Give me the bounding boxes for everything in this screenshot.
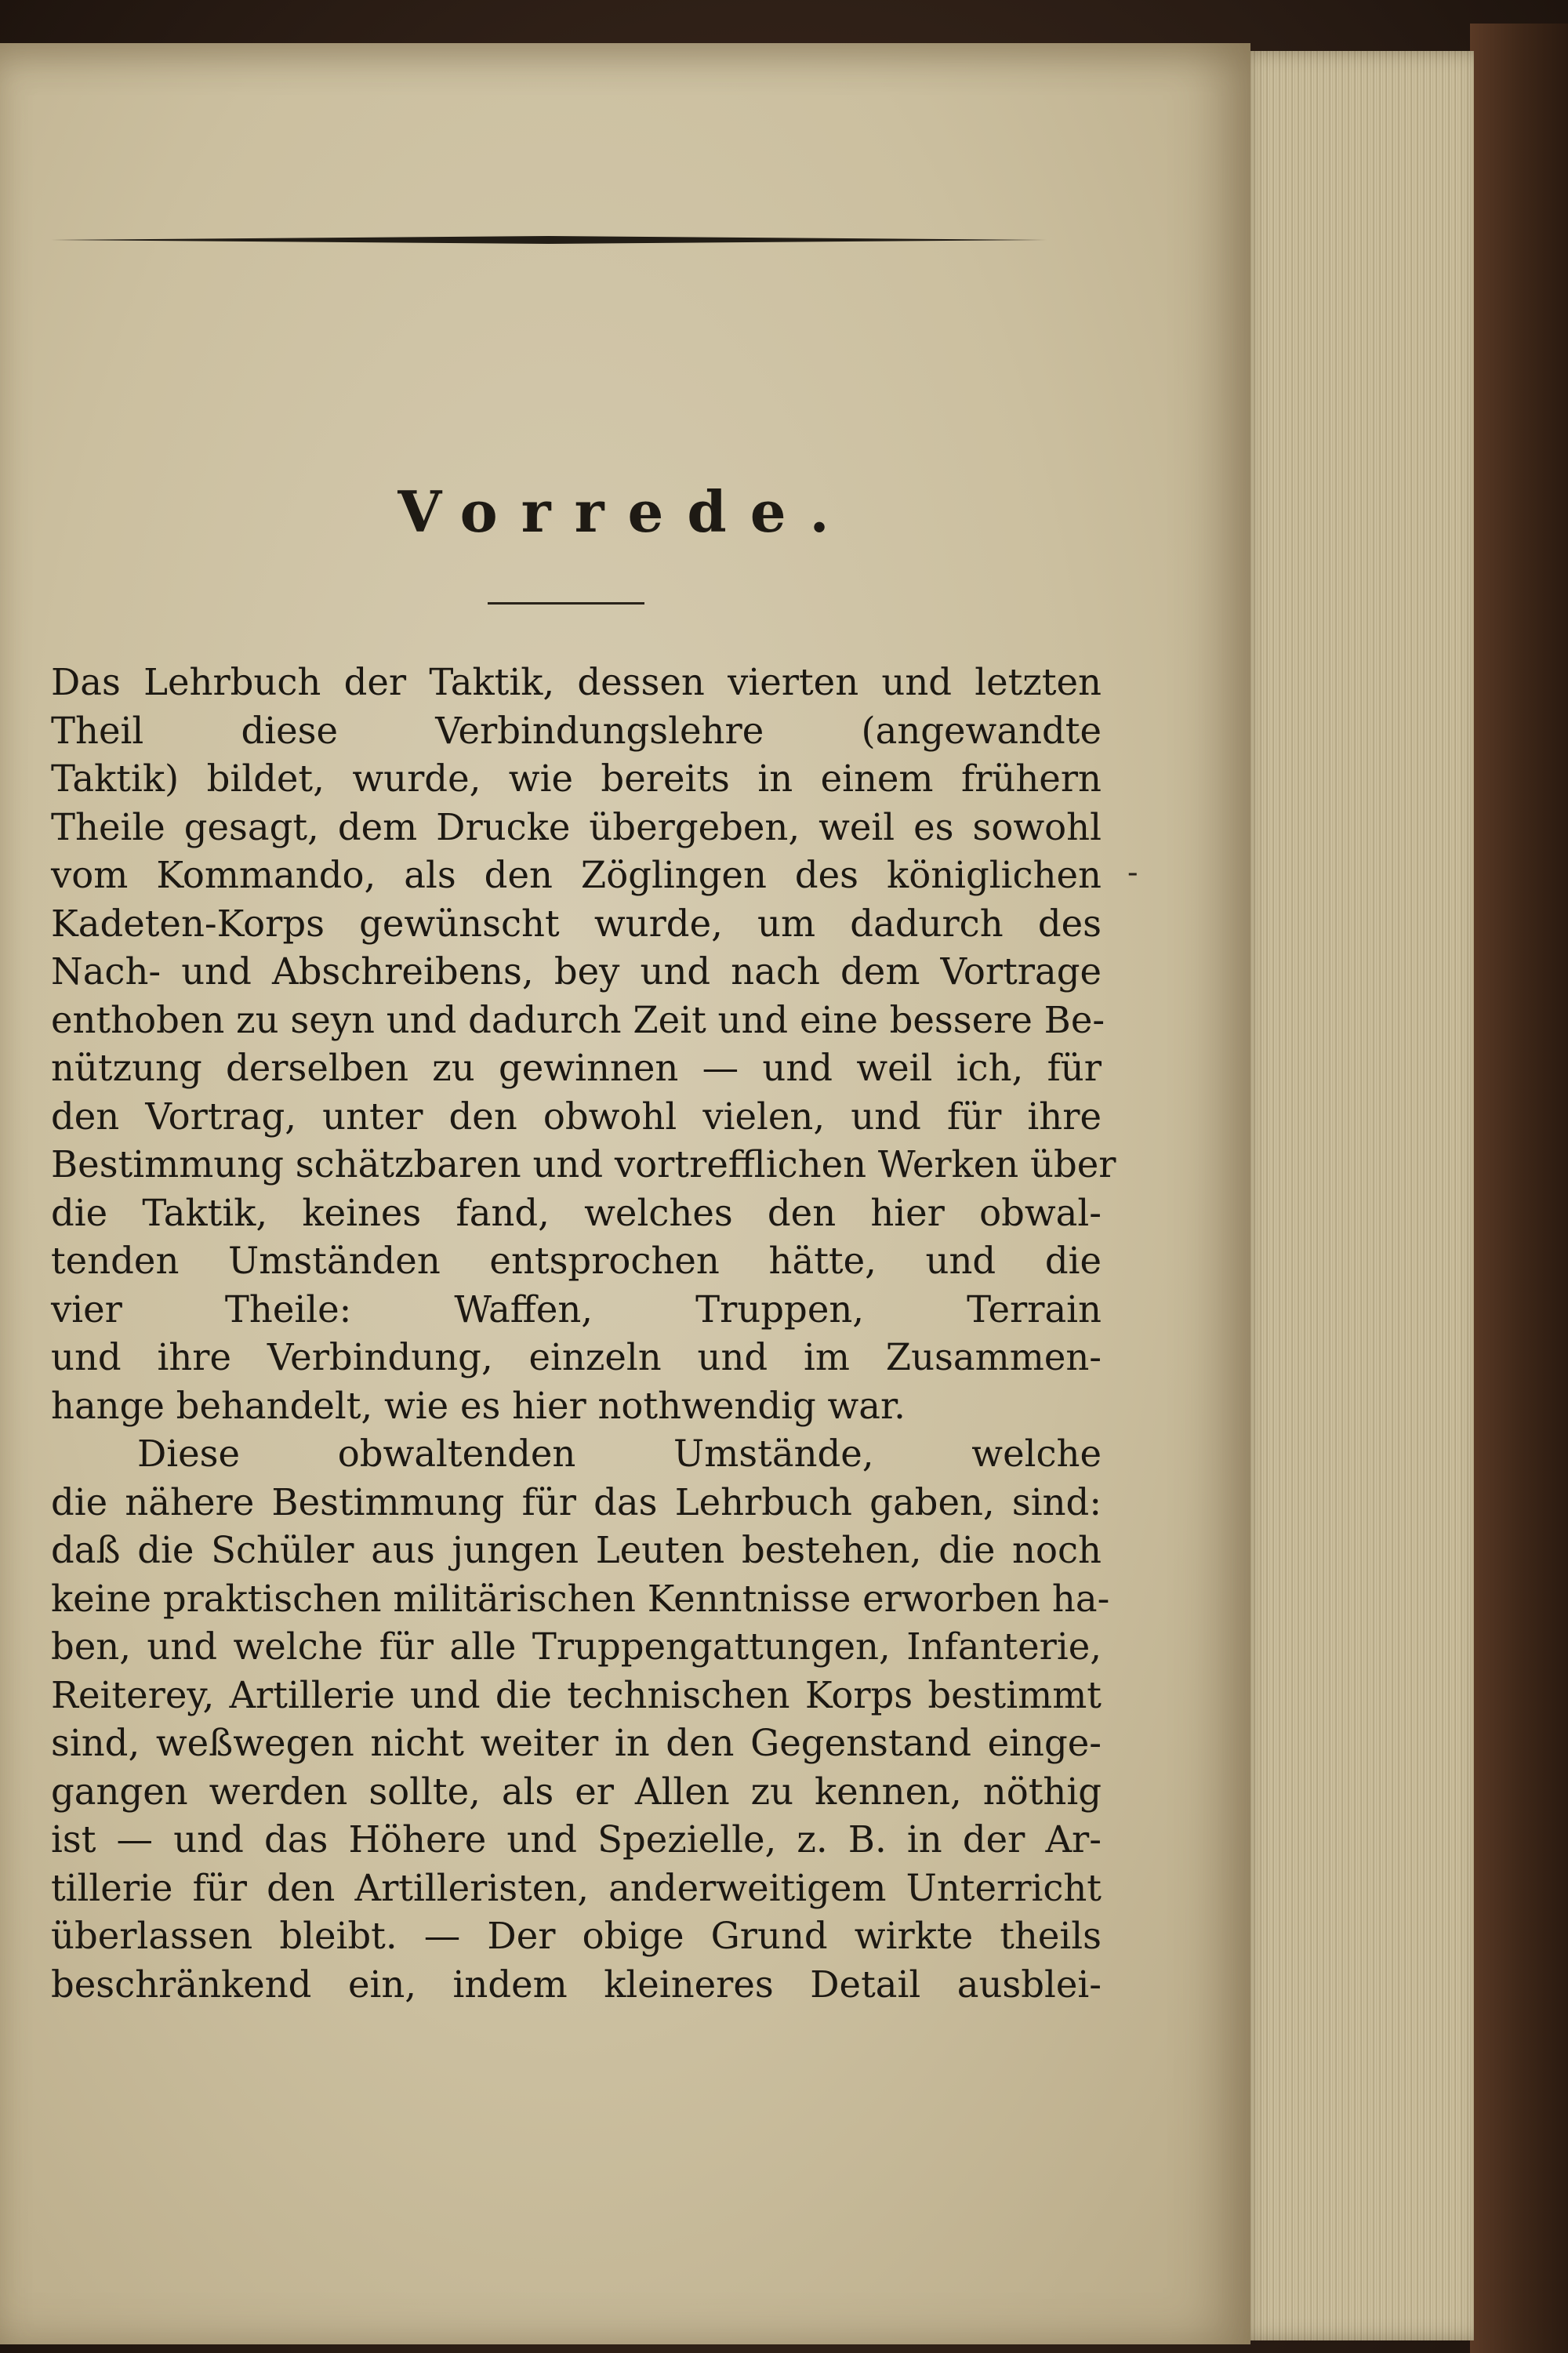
text-line: vier Theile: Waffen, Truppen, Terrain (51, 1287, 1102, 1331)
paragraph-2 (51, 1430, 1110, 2009)
text-line: hange behandelt, wie es hier nothwendig war. (51, 1384, 906, 1427)
text-line: Reiterey, Artillerie und die technischen Korps bestimmt (51, 1673, 1102, 1716)
text-line: die nähere Bestimmung für das Lehrbuch gaben, sind: (51, 1480, 1102, 1523)
text-line: Theile gesagt, dem Drucke übergeben, weil es sowohl (51, 805, 1102, 848)
page-heading: Vorrede. (397, 478, 853, 545)
text-line: überlassen bleibt. — Der obige Grund wirkte theils (51, 1915, 1102, 1957)
ornamental-rule (51, 235, 1047, 245)
text-line: nützung derselben zu gewinnen — und weil ich, für (51, 1047, 1102, 1089)
text-line: keine praktischen militärischen Kenntnisse erworben ha- (51, 1577, 1110, 1620)
text-line: beschränkend ein, indem kleineres Detail ausblei- (51, 1963, 1102, 2006)
text-line: ist — und das Höhere und Spezielle, z. B. in der Ar- (51, 1818, 1102, 1861)
text-line: enthoben zu seyn und dadurch Zeit und eine bessere Be- (51, 998, 1105, 1041)
text-line: Nach- und Abschreibens, bey und nach dem Vortrage (51, 950, 1102, 993)
text-line: sind, weßwegen nicht weiter in den Gegenstand einge- (51, 1722, 1102, 1764)
text-line: vom Kommando, als den Zöglingen des königlichen (51, 854, 1102, 896)
text-line: Das Lehrbuch der Taktik, dessen vierten und letzten (51, 661, 1102, 703)
text-line: Diese obwaltenden Umstände, welche (137, 1432, 1102, 1475)
margin-hyphen: - (1127, 855, 1138, 891)
text-line: tillerie für den Artilleristen, anderweitigem Unterricht (51, 1866, 1102, 1909)
text-line: ben, und welche für alle Truppengattungen, Infanterie, (51, 1625, 1102, 1668)
text-line: daß die Schüler aus jungen Leuten bestehen, die noch (51, 1529, 1102, 1571)
body-text (51, 659, 1116, 2009)
text-line: den Vortrag, unter den obwohl vielen, und für ihre (51, 1095, 1102, 1138)
book-cover-edge (1470, 24, 1568, 2353)
text-line: die Taktik, keines fand, welches den hier obwal- (51, 1191, 1102, 1234)
text-line: Kadeten-Korps gewünscht wurde, um dadurch des (51, 902, 1102, 945)
text-line: Taktik) bildet, wurde, wie bereits in einem frühern (51, 757, 1102, 800)
heading-divider (488, 602, 644, 605)
text-line: gangen werden sollte, als er Allen zu kennen, nöthig (51, 1770, 1102, 1813)
page-stack-edges (1239, 51, 1474, 2340)
text-line: und ihre Verbindung, einzeln und im Zusammen- (51, 1336, 1102, 1378)
paragraph-1 (51, 659, 1116, 1430)
text-line: Bestimmung schätzbaren und vortrefflichen Werken über (51, 1143, 1116, 1186)
text-line: tenden Umständen entsprochen hätte, und die (51, 1240, 1102, 1282)
text-line: Theil diese Verbindungslehre (angewandte (51, 709, 1102, 752)
